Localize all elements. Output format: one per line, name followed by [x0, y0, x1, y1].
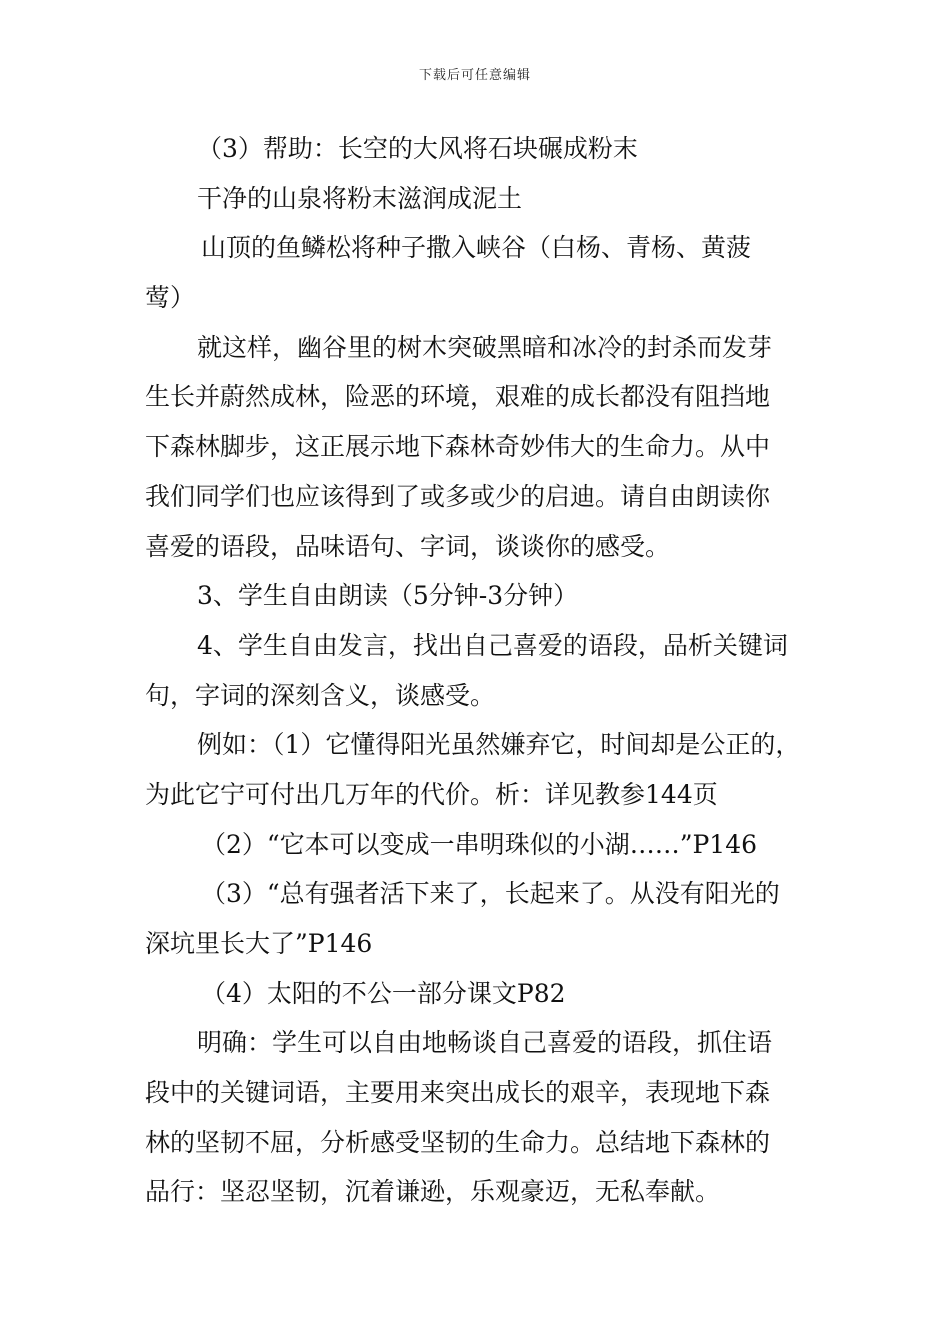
- text-line: 就这样，幽谷里的树木突破黑暗和冰冷的封杀而发芽: [197, 332, 773, 362]
- text-line: 深坑里长大了”P146: [145, 929, 373, 958]
- text-line: 山顶的鱼鳞松将种子撒入峡谷（白杨、青杨、黄菠: [201, 233, 752, 263]
- text-line: 生长并蔚然成林，险恶的环境，艰难的成长都没有阻挡地: [145, 382, 771, 412]
- text-line: 明确：学生可以自由地畅谈自己喜爱的语段，抓住语: [197, 1028, 773, 1058]
- text-line: 莺）: [145, 283, 196, 313]
- text-line: （2）“它本可以变成一串明珠似的小湖……”P146: [201, 829, 758, 859]
- text-line: 段中的关键词语，主要用来突出成长的艰辛，表现地下森: [145, 1078, 771, 1108]
- text-line: 为此它宁可付出几万年的代价。析：详见教参144页: [145, 779, 718, 809]
- text-line: 干净的山泉将粉末滋润成泥土: [197, 183, 523, 213]
- text-line: （3）“总有强者活下来了，长起来了。从没有阳光的: [201, 879, 780, 909]
- text-line: 3、学生自由朗读（5分钟-3分钟）: [197, 581, 579, 611]
- text-line: 例如：（1）它懂得阳光虽然嫌弃它，时间却是公正的，: [197, 730, 801, 760]
- page-header: 下载后可任意编辑: [418, 68, 531, 83]
- text-line: 林的坚韧不屈，分析感受坚韧的生命力。总结地下森林的: [145, 1127, 771, 1157]
- text-line: 4、学生自由发言，找出自己喜爱的语段，品析关键词: [197, 630, 788, 660]
- text-line: （4）太阳的不公一部分课文P82: [201, 978, 566, 1008]
- document-body: [145, 124, 810, 1217]
- text-line: 喜爱的语段，品味语句、字词，谈谈你的感受。: [145, 531, 671, 561]
- text-line: （3）帮助：长空的大风将石块碾成粉末: [197, 134, 638, 163]
- text-line: 句，字词的深刻含义，谈感受。: [145, 680, 496, 710]
- text-line: 我们同学们也应该得到了或多或少的启迪。请自由朗读你: [145, 481, 771, 511]
- text-line: 品行：坚忍坚韧，沉着谦逊，乐观豪迈，无私奉献。: [145, 1177, 721, 1207]
- text-line: 下森林脚步，这正展示地下森林奇妙伟大的生命力。从中: [145, 432, 771, 462]
